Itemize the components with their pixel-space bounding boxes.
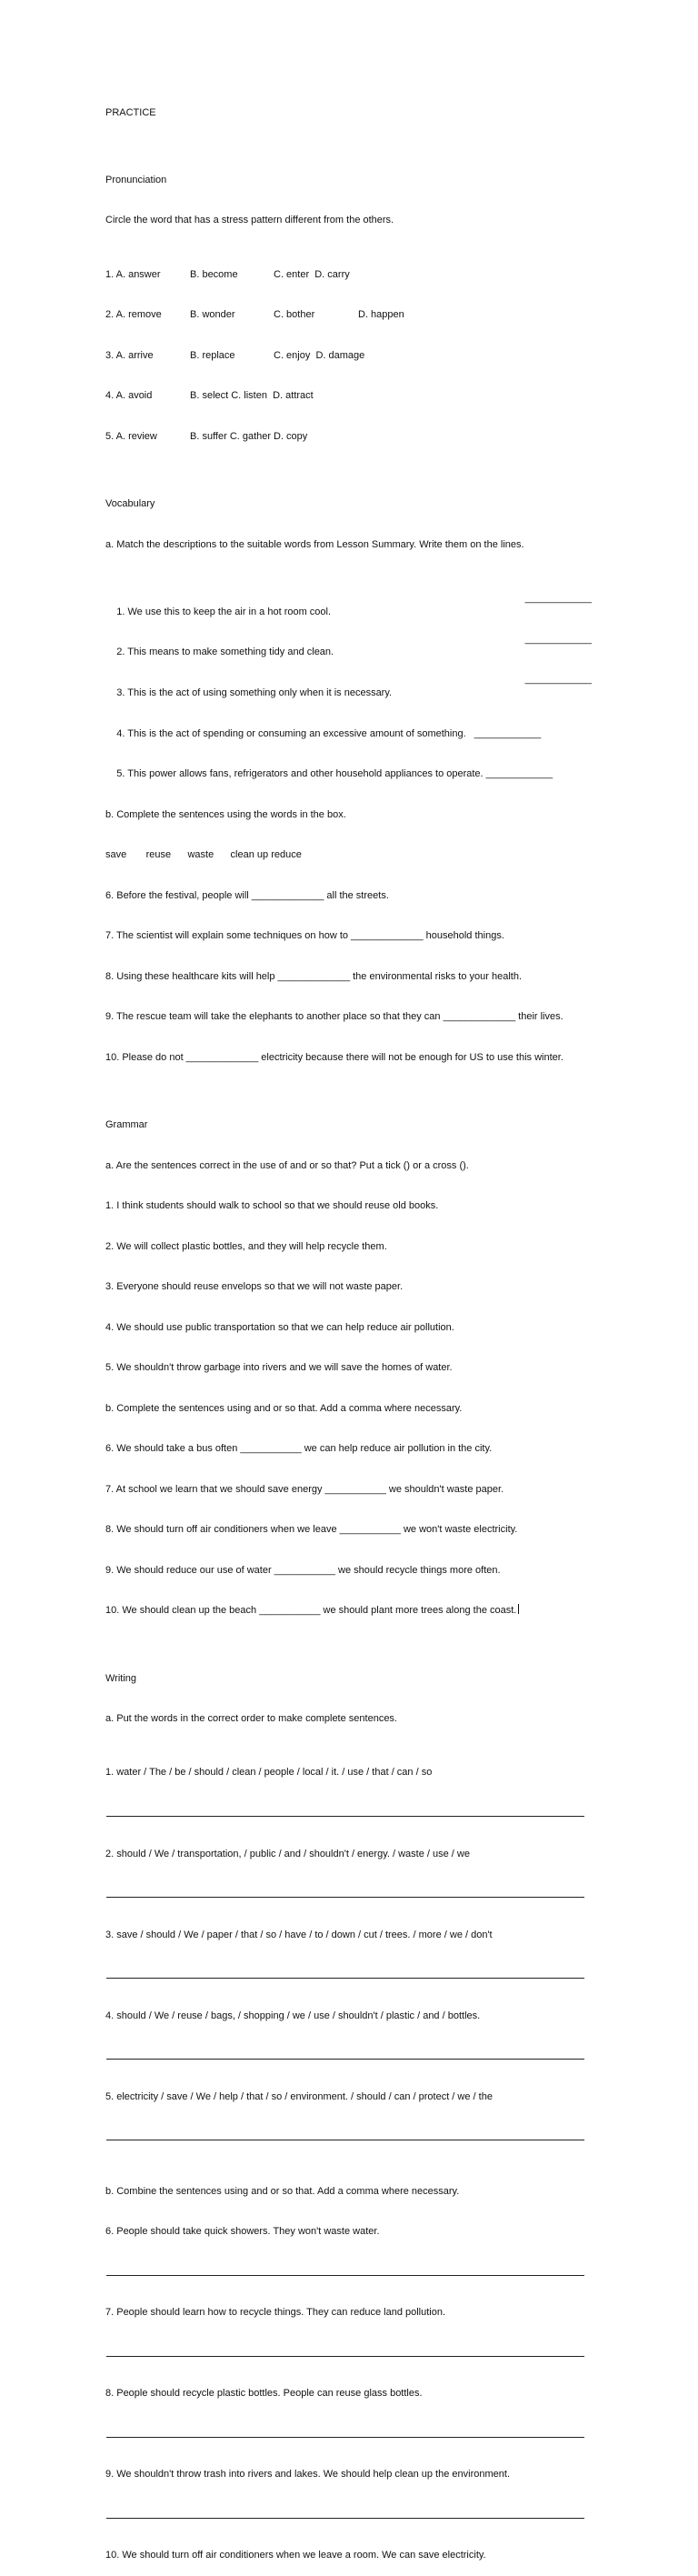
pronunciation-option: B. become (190, 268, 238, 280)
answer-line[interactable] (105, 2347, 596, 2360)
match-item-blank[interactable]: ____________ (524, 633, 592, 645)
answer-line[interactable] (105, 2050, 596, 2063)
pronunciation-option: 3. A. arrive (105, 349, 154, 361)
pronunciation-instruction: Circle the word that has a stress pattern different from the others. (105, 215, 394, 226)
pronunciation-option: C. enter D. carry (274, 268, 350, 280)
match-item-text: 1. We use this to keep the air in a hot room cool. (116, 606, 332, 617)
grammar-item: 9. We should reduce our use of water ___________ we should recycle things more often. (105, 1564, 501, 1576)
grammar-item: 2. We will collect plastic bottles, and they will help recycle them. (105, 1240, 387, 1252)
answer-line[interactable] (105, 1807, 596, 1820)
match-item-blank[interactable]: ____________ (524, 593, 592, 605)
match-item-text: 2. This means to make something tidy and clean. (116, 647, 334, 658)
match-item-blank[interactable]: ____________ (524, 674, 592, 686)
pronunciation-option: 5. A. review (105, 430, 157, 442)
text-cursor (518, 1604, 519, 1614)
pronunciation-row (105, 430, 596, 444)
answer-line[interactable] (105, 2266, 596, 2280)
match-item (105, 592, 596, 617)
grammar-item: 7. At school we learn that we should save energy ___________ we shouldn't waste paper. (105, 1483, 504, 1495)
writing-prompt: 5. electricity / save / We / help / that / so / environment. / should / can / protect / we / the (105, 2090, 493, 2102)
pronunciation-option: B. wonder (190, 309, 235, 321)
vocabulary-instruction-a: a. Match the descriptions to the suitable words from Lesson Summary. Write them on the lines. (105, 538, 524, 550)
grammar-item-last (105, 1604, 596, 1618)
vocabulary-sentence: 8. Using these healthcare kits will help _____________ the environmental risks to your health. (105, 970, 522, 982)
pronunciation-option: 2. A. remove (105, 309, 162, 321)
pronunciation-row (105, 308, 596, 322)
match-item-text: 3. This is the act of using something only when it is necessary. (116, 687, 393, 698)
pronunciation-row (105, 349, 596, 363)
writing-prompt: 10. We should turn off air conditioners when we leave a room. We can save electricity. (105, 2550, 486, 2561)
match-item (105, 633, 596, 658)
pronunciation-row (105, 389, 596, 403)
answer-line[interactable] (105, 1888, 596, 1901)
pronunciation-option: 4. A. avoid (105, 390, 153, 402)
match-item (105, 754, 596, 780)
grammar-item: 3. Everyone should reuse envelops so that we will not waste paper. (105, 1281, 404, 1293)
vocabulary-sentence: 10. Please do not _____________ electricity because there will not be enough for US to use this winter. (105, 1051, 563, 1063)
grammar-instruction-a: a. Are the sentences correct in the use of and or so that? Put a tick () or a cross (). (105, 1159, 469, 1171)
writing-prompt: 3. save / should / We / paper / that / so / have / to / down / cut / trees. / more / we / don't (105, 1929, 493, 1940)
writing-prompt: 9. We shouldn't throw trash into rivers and lakes. We should help clean up the environment. (105, 2469, 510, 2481)
writing-instruction-b: b. Combine the sentences using and or so that. Add a comma where necessary. (105, 2185, 460, 2197)
answer-line[interactable] (105, 2509, 596, 2522)
grammar-item-text: 10. We should clean up the beach ___________ we should plant more trees along the coast. (105, 1605, 517, 1617)
grammar-item: 4. We should use public transportation so that we can help reduce air pollution. (105, 1321, 454, 1333)
pronunciation-heading: Pronunciation (105, 174, 167, 185)
grammar-instruction-b: b. Complete the sentences using and or so that. Add a comma where necessary. (105, 1402, 463, 1414)
vocabulary-sentence: 7. The scientist will explain some techniques on how to _____________ household things. (105, 930, 504, 942)
pronunciation-option: C. bother (274, 309, 315, 321)
pronunciation-option: C. enjoy D. damage (274, 349, 365, 361)
pronunciation-row (105, 268, 596, 282)
pronunciation-option: 1. A. answer (105, 268, 161, 280)
grammar-heading: Grammar (105, 1118, 148, 1130)
practice-title: PRACTICE (105, 106, 156, 118)
answer-line[interactable] (105, 2428, 596, 2441)
pronunciation-option: B. suffer C. gather (190, 430, 272, 442)
answer-line[interactable] (105, 2130, 596, 2144)
pronunciation-option: D. happen (358, 309, 404, 321)
writing-instruction-a: a. Put the words in the correct order to make complete sentences. (105, 1713, 397, 1725)
worksheet (105, 79, 596, 2576)
writing-prompt: 1. water / The / be / should / clean / people / local / it. / use / that / can / so (105, 1767, 433, 1779)
answer-line[interactable] (105, 1969, 596, 1982)
vocabulary-sentence: 9. The rescue team will take the elephants to another place so that they can _____________ their lives. (105, 1011, 563, 1023)
writing-prompt: 2. should / We / transportation, / public / and / shouldn't / energy. / waste / use / we (105, 1848, 470, 1859)
pronunciation-option: B. select C. listen D. attract (190, 390, 314, 402)
writing-prompt: 7. People should learn how to recycle things. They can reduce land pollution. (105, 2307, 446, 2319)
match-item (105, 714, 596, 739)
match-item-text: 4. This is the act of spending or consuming an excessive amount of something. ____________ (116, 727, 542, 739)
pronunciation-option: B. replace (190, 349, 235, 361)
word-box: save reuse waste clean up reduce (105, 849, 302, 861)
match-item-text: 5. This power allows fans, refrigerators and other household appliances to operate. ____________ (116, 768, 553, 780)
vocabulary-heading: Vocabulary (105, 498, 155, 510)
pronunciation-option: D. copy (274, 430, 308, 442)
vocabulary-sentence: 6. Before the festival, people will _____________ all the streets. (105, 889, 389, 901)
match-item (105, 673, 596, 698)
writing-prompt: 4. should / We / reuse / bags, / shopping / we / use / shouldn't / plastic / and / bottles. (105, 2010, 481, 2021)
writing-prompt: 6. People should take quick showers. They won't waste water. (105, 2226, 380, 2238)
writing-prompt: 8. People should recycle plastic bottles. People can reuse glass bottles. (105, 2388, 423, 2400)
writing-heading: Writing (105, 1672, 137, 1684)
grammar-item: 8. We should turn off air conditioners when we leave ___________ we won't waste electricity. (105, 1524, 518, 1536)
grammar-item: 6. We should take a bus often ___________ we can help reduce air pollution in the city. (105, 1443, 493, 1455)
grammar-item: 1. I think students should walk to school so that we should reuse old books. (105, 1200, 439, 1212)
grammar-item: 5. We shouldn't throw garbage into rivers and we will save the homes of water. (105, 1362, 453, 1374)
vocabulary-instruction-b: b. Complete the sentences using the words in the box. (105, 808, 346, 820)
